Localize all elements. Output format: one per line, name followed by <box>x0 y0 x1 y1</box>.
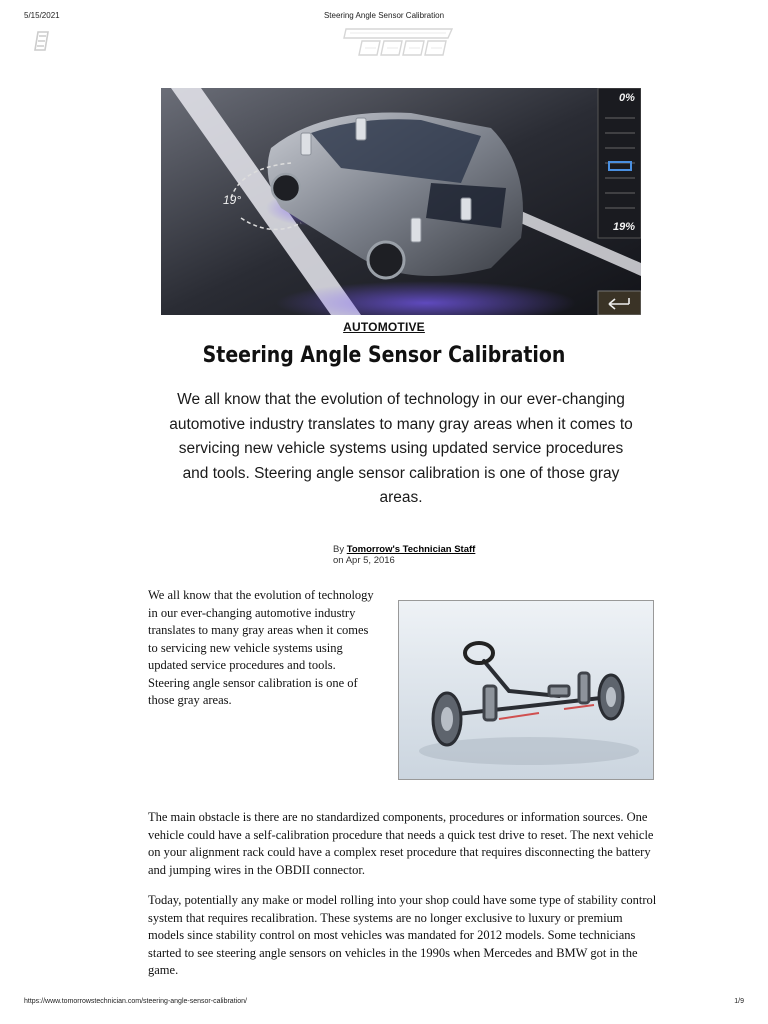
author-link[interactable]: Tomorrow's Technician Staff <box>346 544 476 555</box>
body-paragraph-3: Today, potentially any make or model rolling into your shop could have some type of stability control system that requires recalibration. These systems are no longer exclusive to luxury or premium models since stability control on most vehicles was mandated for 2012 models. Some technicians started to see steering angle sensors on vehicles in the 1990s when Mercedes and BMW got in the game. <box>148 893 657 977</box>
byline-prefix: By <box>333 544 345 555</box>
body-paragraph-2: The main obstacle is there are no standardized components, procedures or information sources. One vehicle could have a self-calibration procedure that needs a quick test drive to reset. The next vehicle on your alignment rack could have a complex reset procedure that requires disconnecting the battery and jumping wires in the OBDII connector. <box>148 810 654 877</box>
hero-angle-label: 19° <box>223 193 242 207</box>
hero-image <box>161 88 641 315</box>
body-paragraph-1: We all know that the evolution of technology in our ever-changing automotive industry translates to many gray areas when it comes to servicing new vehicle systems using updated service procedures and tools. Steering angle sensor calibration is one of those gray areas. <box>148 588 374 707</box>
site-logo-icon[interactable] <box>340 26 460 58</box>
print-footer <box>24 998 744 1010</box>
print-url: https://www.tomorrowstechnician.com/steering-angle-sensor-calibration/ <box>24 998 247 1005</box>
print-header <box>24 11 744 23</box>
print-date: 5/15/2021 <box>24 11 60 20</box>
article-dek: We all know that the evolution of technology in our ever-changing automotive industry translates to many gray areas when it comes to servicing new vehicle systems using updated service procedures and tools. Steering angle sensor calibration is one of those gray areas. <box>169 391 633 506</box>
byline <box>333 544 475 566</box>
print-title: Steering Angle Sensor Calibration <box>323 11 445 20</box>
site-logo-small-icon[interactable] <box>34 30 52 52</box>
hero-top-percent: 0% <box>619 92 635 104</box>
print-page-number: 1/9 <box>734 998 744 1005</box>
article-headline: Steering Angle Sensor Calibration <box>202 343 566 368</box>
steering-assembly-image <box>398 600 654 780</box>
hero-bottom-percent: 19% <box>613 221 636 233</box>
article-category-link[interactable]: AUTOMOTIVE <box>343 320 425 334</box>
publish-date: Apr 5, 2016 <box>345 555 395 566</box>
date-prefix: on <box>333 555 344 566</box>
